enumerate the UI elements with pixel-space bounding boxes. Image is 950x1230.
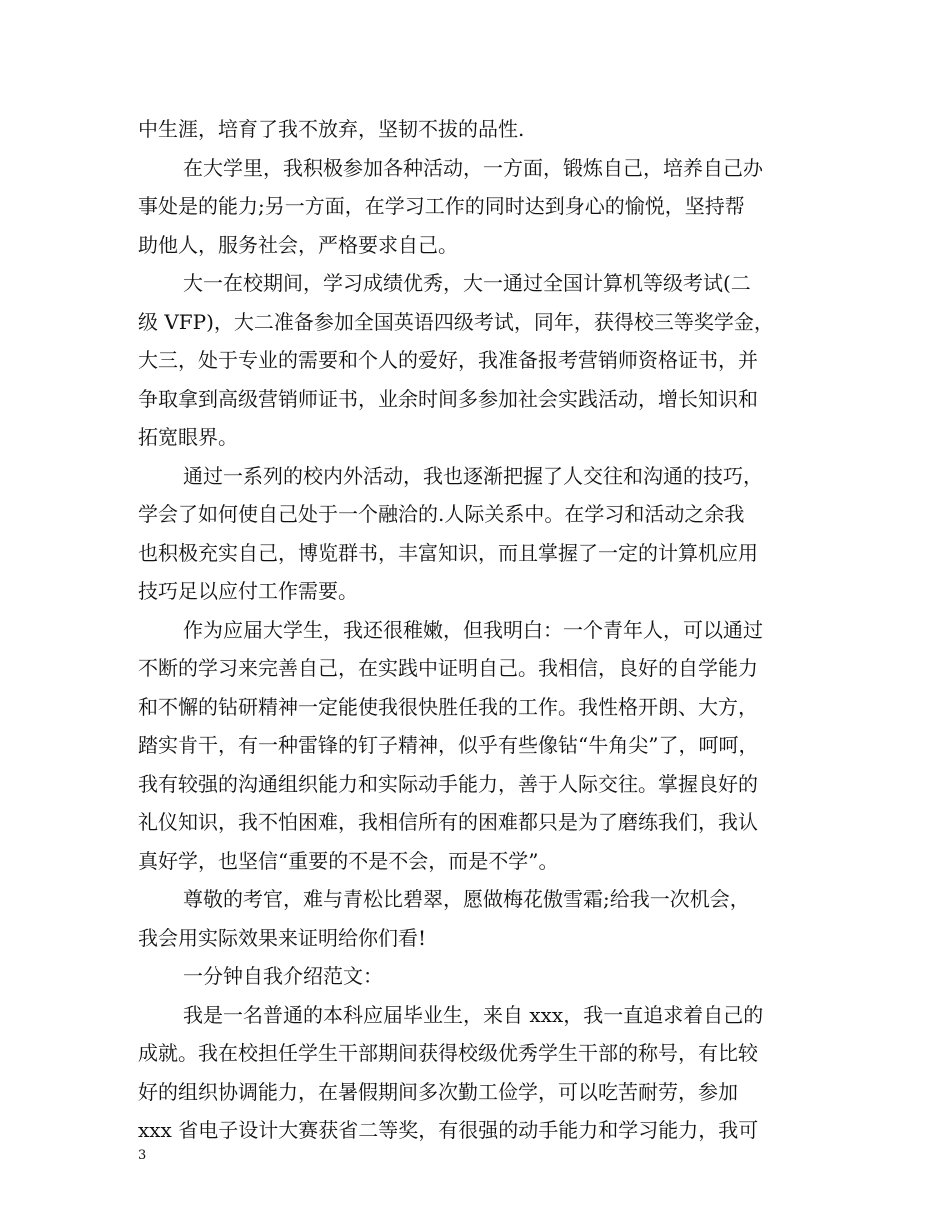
text-line: 学会了如何使自己处于一个融洽的.人际关系中。在学习和活动之余我 [138,502,745,526]
text-line: 踏实肯干，有一种雷锋的钉子精神，似乎有些像钻“牛角尖”了，呵呵， [138,733,759,757]
text-line: 成就。我在校担任学生干部期间获得校级优秀学生干部的称号，有比较 [138,1041,758,1065]
text-line: 通过一系列的校内外活动，我也逐渐把握了人交往和沟通的技巧， [183,463,763,488]
text-line: 好的组织协调能力，在暑假期间多次勤工俭学，可以吃苦耐劳，参加 [138,1079,738,1104]
text-line: 我有较强的沟通组织能力和实际动手能力，善于人际交往。掌握良好的 [138,771,758,796]
text-line: 大三，处于专业的需要和个人的爱好，我准备报考营销师资格证书，并 [138,348,758,372]
text-line: 助他人，服务社会，严格要求自己。 [138,232,458,257]
text-line: 我是一名普通的本科应届毕业生，来自 xxx，我一直追求着自己的 [183,1002,764,1027]
text-line: 作为应届大学生，我还很稚嫩，但我明白：一个青年人，可以通过 [183,617,763,642]
page-number: 3 [138,1148,147,1163]
text-line: 一分钟自我介绍范文： [183,964,383,988]
text-line: 拓宽眼界。 [138,425,238,449]
text-line: 争取拿到高级营销师证书，业余时间多参加社会实践活动，增长知识和 [138,386,758,411]
text-line: 事处是的能力;另一方面，在学习工作的同时达到身心的愉悦，坚持帮 [138,194,745,218]
text-line: 也积极充实自己，博览群书，丰富知识，而且掌握了一定的计算机应用 [138,540,758,565]
text-line: 和不懈的钻研精神一定能使我很快胜任我的工作。我性格开朗、大方， [138,694,758,719]
text-line: 不断的学习来完善自己，在实践中证明自己。我相信，良好的自学能力 [138,656,758,680]
text-line: 大一在校期间，学习成绩优秀，大一通过全国计算机等级考试(二 [183,271,751,295]
text-line: 技巧足以应付工作需要。 [138,579,358,603]
text-line: xxx 省电子设计大赛获省二等奖，有很强的动手能力和学习能力，我可 [138,1118,759,1142]
text-line: 真好学，也坚信“重要的不是不会，而是不学”。 [138,848,559,873]
body-text [138,110,818,1150]
text-line: 级 VFP)，大二准备参加全国英语四级考试，同年，获得校三等奖学金， [138,309,774,334]
text-line: 中生涯，培育了我不放弃，坚韧不拔的品性. [138,117,525,141]
text-line: 尊敬的考官，难与青松比碧翠，愿做梅花傲雪霜;给我一次机会， [183,887,750,911]
text-line: 礼仪知识，我不怕困难，我相信所有的困难都只是为了磨练我们，我认 [138,810,758,834]
text-line: 在大学里，我积极参加各种活动，一方面，锻炼自己，培养自己办 [183,155,763,180]
text-line: 我会用实际效果来证明给你们看! [138,925,427,950]
